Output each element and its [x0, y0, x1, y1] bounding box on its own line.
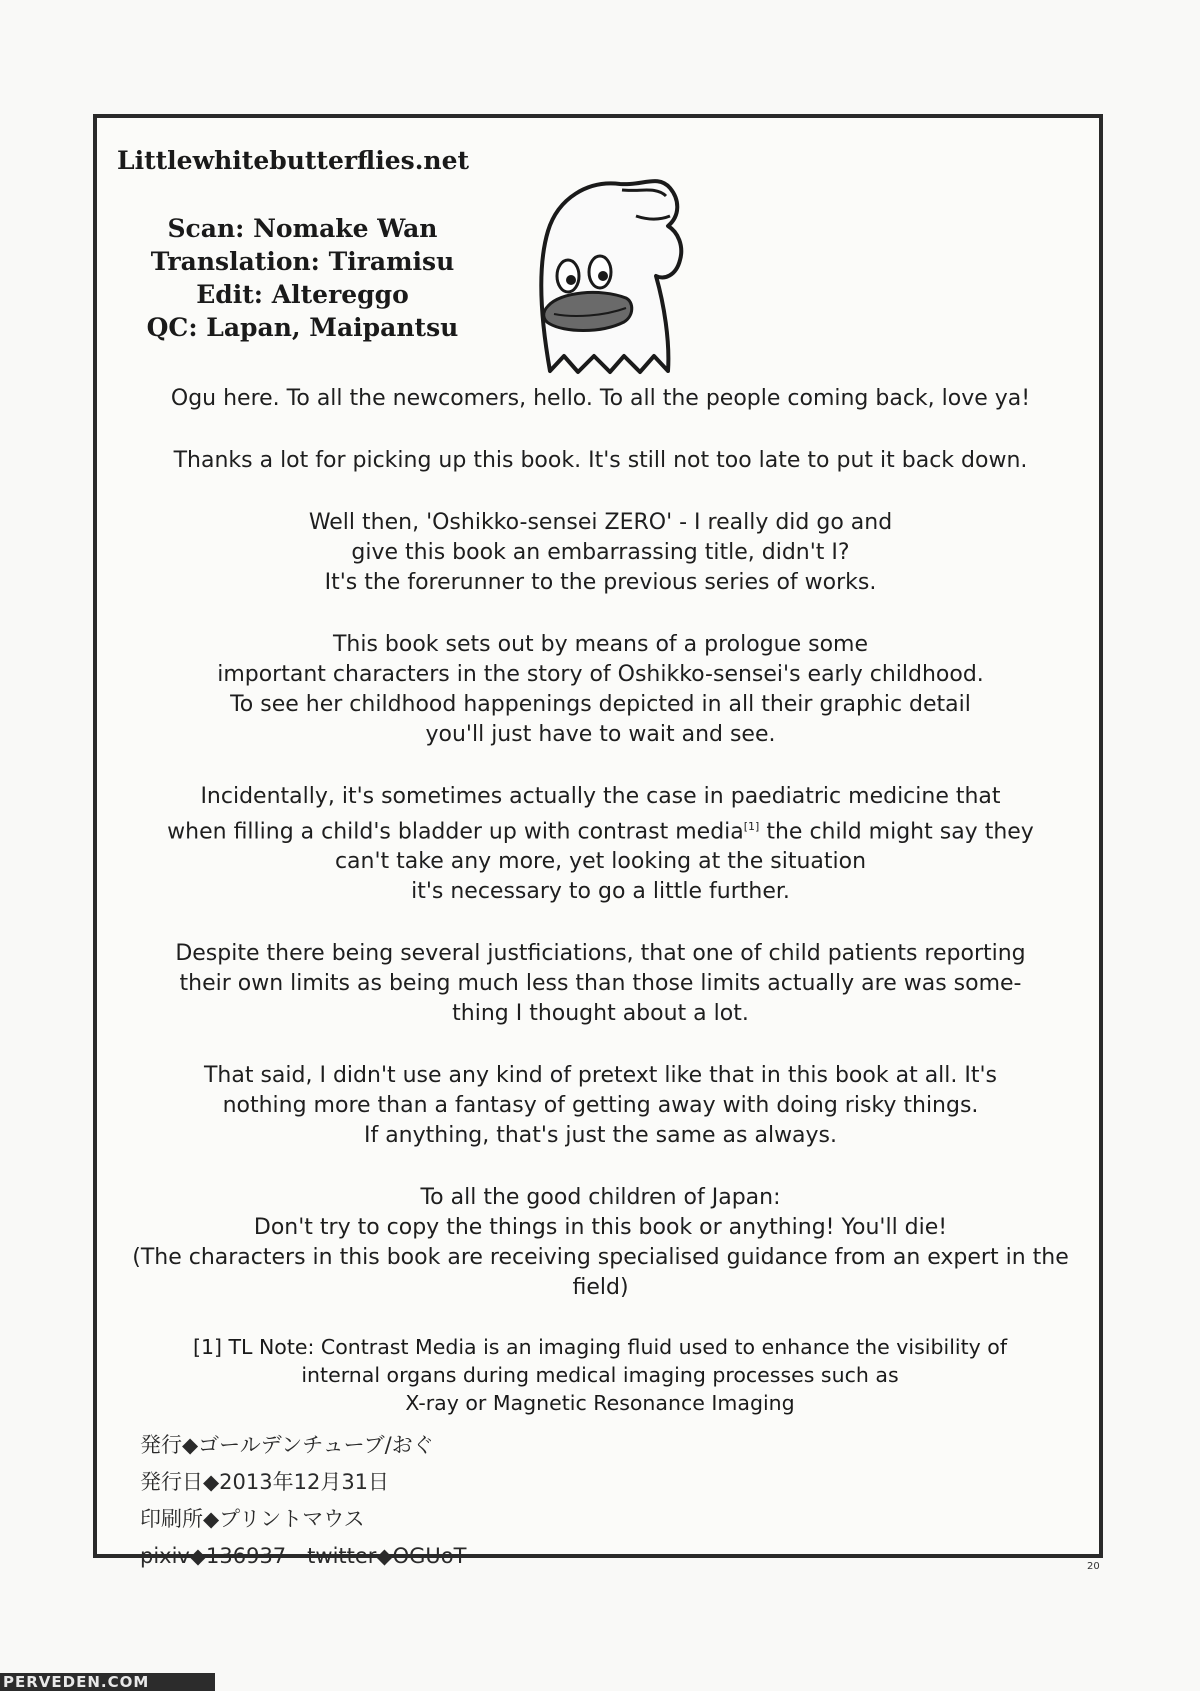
- credit-scan: Scan: Nomake Wan: [167, 214, 438, 243]
- text-line: Incidentally, it's sometimes actually the case in paediatric medicine that: [200, 784, 1001, 809]
- site-name: Littlewhitebutterflies.net: [117, 146, 470, 175]
- text-line: To see her childhood happenings depicted in all their graphic detail: [230, 692, 971, 717]
- text-line: If anything, that's just the same as always.: [363, 1123, 838, 1149]
- text-line: important characters in the story of Oshikko-sensei's early childhood.: [217, 662, 984, 687]
- note-line: [1] TL Note: Contrast Media is an imaging fluid used to enhance the visibility of: [192, 1335, 1008, 1359]
- text-line: the child might say they: [759, 819, 1034, 845]
- paragraph-thanks: Thanks a lot for picking up this book. It's still not too late to put it back down.: [173, 448, 1028, 473]
- colophon-social: pixiv◆136937 twitter◆OGUoT: [140, 1544, 467, 1568]
- translator-note: [150, 1333, 1050, 1417]
- text-line: can't take any more, yet looking at the situation: [334, 849, 867, 875]
- text-line: field): [572, 1275, 629, 1301]
- paragraph-prologue: [118, 630, 1083, 750]
- watermark: PERVEDEN.COM: [0, 1673, 215, 1691]
- footnote-ref: [1]: [743, 820, 760, 833]
- credit-edit: Edit: Altereggo: [196, 280, 409, 309]
- paragraph-greeting: Ogu here. To all the newcomers, hello. To all the people coming back, love ya!: [170, 386, 1031, 411]
- text-line: That said, I didn't use any kind of pretext like that in this book at all. It's: [203, 1063, 998, 1089]
- text-line: it's necessary to go a little further.: [411, 879, 790, 905]
- paragraph-justifications: [118, 939, 1083, 1029]
- text-line: Despite there being several justficiations, that one of child patients reporting: [175, 941, 1026, 967]
- credit-qc: QC: Lapan, Maipantsu: [146, 313, 459, 342]
- colophon: [140, 1427, 466, 1575]
- text-line: you'll just have to wait and see.: [425, 722, 776, 747]
- note-line: X-ray or Magnetic Resonance Imaging: [405, 1391, 795, 1415]
- colophon-printer: 印刷所◆プリントマウス: [140, 1507, 365, 1531]
- text-line: their own limits as being much less than those limits actually are was some-: [179, 971, 1022, 997]
- text-line: when filling a child's bladder up with contrast media: [167, 819, 744, 845]
- paragraph-title: [118, 508, 1083, 598]
- afterword-text: [118, 384, 1083, 1323]
- paragraph-medicine: [118, 782, 1083, 907]
- text-line: give this book an embarrassing title, didn't I?: [351, 540, 850, 565]
- credits-block: [120, 212, 485, 344]
- paragraph-pretext: [118, 1061, 1083, 1151]
- text-line: nothing more than a fantasy of getting away with doing risky things.: [222, 1093, 979, 1119]
- colophon-publisher: 発行◆ゴールデンチューブ/おぐ: [140, 1433, 434, 1457]
- text-line: It's the forerunner to the previous series of works.: [324, 570, 877, 595]
- paragraph-warning: [118, 1183, 1083, 1303]
- page-number: 20: [1087, 1561, 1100, 1572]
- text-line: thing I thought about a lot.: [452, 1001, 749, 1027]
- text-line: (The characters in this book are receiving specialised guidance from an expert in the: [132, 1245, 1069, 1271]
- text-line: Don't try to copy the things in this book or anything! You'll die!: [253, 1215, 948, 1241]
- text-line: This book sets out by means of a prologue some: [332, 632, 869, 657]
- mascot-illustration: [530, 176, 688, 376]
- text-line: Well then, 'Oshikko-sensei ZERO' - I really did go and: [308, 510, 893, 535]
- note-line: internal organs during medical imaging processes such as: [301, 1363, 899, 1387]
- credit-translation: Translation: Tiramisu: [150, 247, 455, 276]
- text-line: To all the good children of Japan:: [420, 1185, 781, 1211]
- colophon-date: 発行日◆2013年12月31日: [140, 1470, 390, 1494]
